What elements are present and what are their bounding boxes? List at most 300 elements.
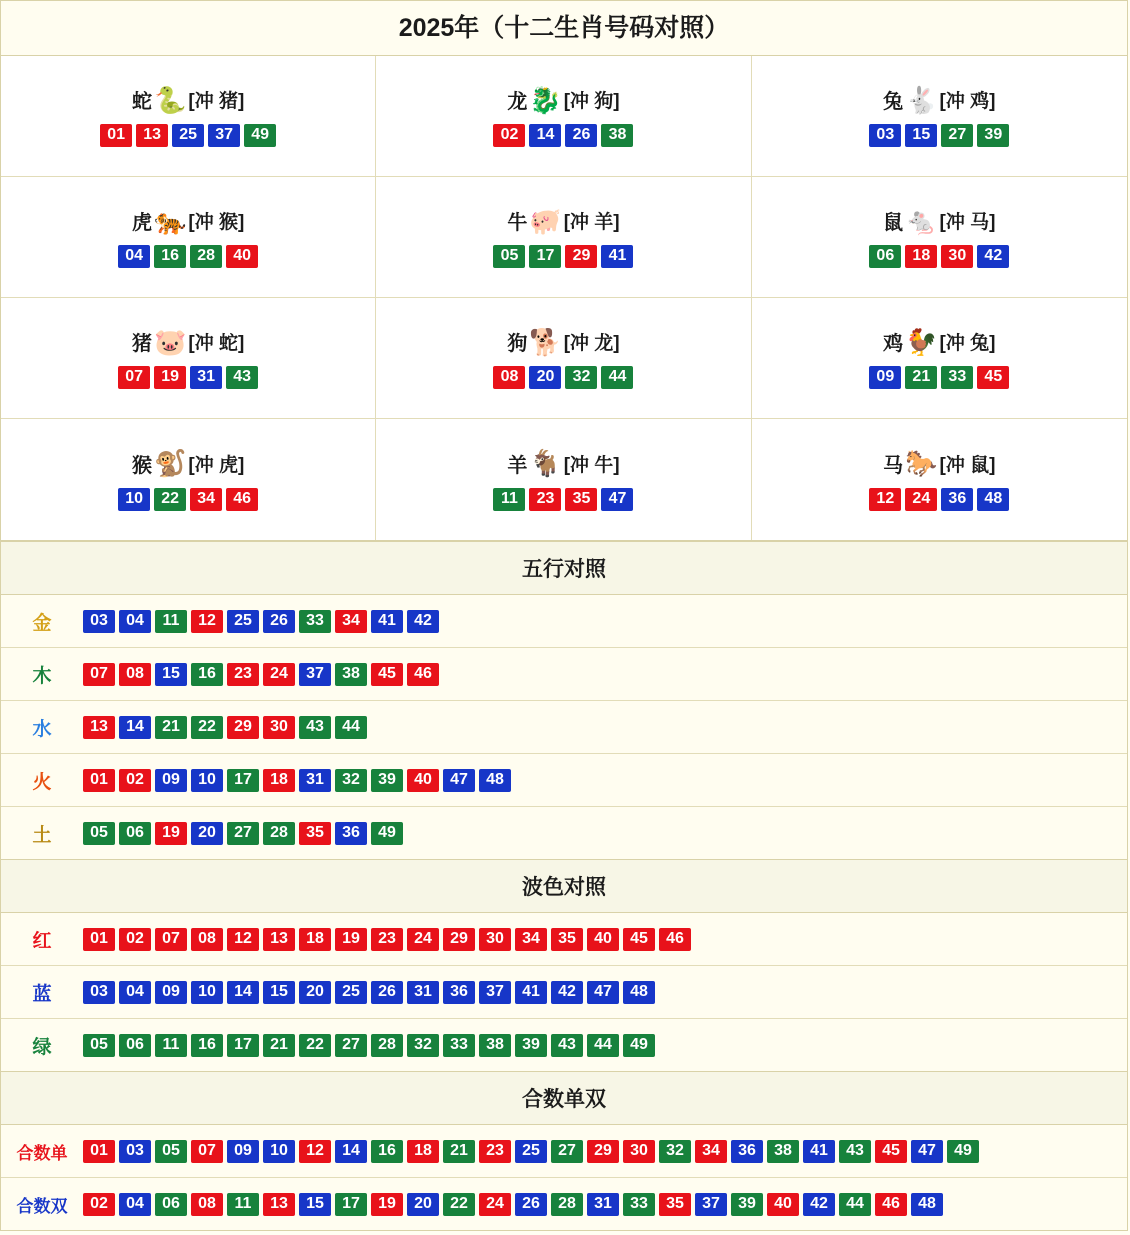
number-badge: 26: [565, 124, 597, 147]
number-badge: 19: [335, 928, 367, 951]
zodiac-name: 猪: [132, 333, 152, 355]
number-badge: 22: [299, 1034, 331, 1057]
number-badge: 39: [371, 769, 403, 792]
number-badge: 17: [227, 1034, 259, 1057]
number-badge: 46: [659, 928, 691, 951]
number-badge: 20: [299, 981, 331, 1004]
number-badge: 27: [551, 1140, 583, 1163]
number-badge: 18: [299, 928, 331, 951]
number-badge: 18: [263, 769, 295, 792]
number-badge: 03: [83, 610, 115, 633]
number-badge: 25: [172, 124, 204, 147]
heshu-row: [1, 1178, 1127, 1230]
number-badge: 03: [83, 981, 115, 1004]
wuxing-row-numbers: [83, 814, 1127, 853]
number-badge: 28: [551, 1193, 583, 1216]
number-badge: 04: [118, 245, 150, 268]
zodiac-header: [507, 206, 619, 235]
number-badge: 36: [443, 981, 475, 1004]
number-badge: 22: [191, 716, 223, 739]
zodiac-clash-label: [冲 龙]: [563, 333, 620, 354]
number-badge: 49: [947, 1140, 979, 1163]
zodiac-cell[interactable]: [1, 419, 376, 540]
number-badge: 12: [227, 928, 259, 951]
number-badge: 11: [155, 610, 187, 633]
number-badge: 06: [119, 1034, 151, 1057]
zodiac-animal-icon: 🐁: [905, 205, 938, 236]
zodiac-cell[interactable]: [752, 56, 1127, 177]
zodiac-name: 鼠: [883, 212, 904, 234]
number-badge: 38: [335, 663, 367, 686]
number-badge: 31: [299, 769, 331, 792]
number-badge: 29: [587, 1140, 619, 1163]
number-badge: 43: [226, 366, 258, 389]
bose-row-numbers: [83, 920, 1127, 959]
zodiac-clash-label: [冲 鼠]: [939, 454, 996, 476]
number-badge: 25: [335, 981, 367, 1004]
number-badge: 44: [839, 1193, 871, 1216]
wuxing-table: [1, 595, 1127, 859]
zodiac-header: [132, 327, 244, 356]
number-badge: 35: [299, 822, 331, 845]
number-badge: 40: [226, 245, 258, 268]
number-badge: 21: [443, 1140, 475, 1163]
bose-table: [1, 913, 1127, 1071]
number-badge: 14: [335, 1140, 367, 1163]
number-badge: 20: [529, 366, 561, 389]
number-badge: 32: [659, 1140, 691, 1163]
number-badge: 27: [335, 1034, 367, 1057]
number-badge: 26: [515, 1193, 547, 1216]
number-badge: 48: [911, 1193, 943, 1216]
number-badge: 46: [875, 1193, 907, 1216]
number-badge: 37: [479, 981, 511, 1004]
number-badge: 37: [208, 124, 240, 147]
number-badge: 15: [905, 124, 937, 147]
bose-row: [1, 1019, 1127, 1071]
number-badge: 09: [227, 1140, 259, 1163]
heshu-row-numbers: [83, 1132, 1127, 1171]
bose-row-numbers: [83, 1026, 1127, 1065]
number-badge: 44: [335, 716, 367, 739]
bose-row-label: 红: [32, 930, 52, 952]
number-badge: 33: [443, 1034, 475, 1057]
zodiac-clash-label: [冲 猪]: [188, 91, 245, 112]
number-badge: 05: [155, 1140, 187, 1163]
number-badge: 44: [601, 366, 633, 389]
number-badge: 31: [587, 1193, 619, 1216]
number-badge: 17: [227, 769, 259, 792]
zodiac-header: [132, 449, 244, 478]
wuxing-row-label: 水: [32, 718, 52, 740]
wuxing-row-label: 火: [32, 771, 52, 793]
number-badge: 15: [263, 981, 295, 1004]
zodiac-animal-icon: 🐓: [905, 326, 938, 357]
number-badge: 29: [227, 716, 259, 739]
heshu-table: [1, 1125, 1127, 1230]
number-badge: 28: [190, 245, 222, 268]
zodiac-numbers: [493, 124, 633, 147]
zodiac-name: 狗: [507, 333, 528, 355]
number-badge: 14: [119, 716, 151, 739]
zodiac-numbers: [869, 488, 1009, 511]
number-badge: 38: [601, 124, 633, 147]
number-badge: 31: [190, 366, 222, 389]
zodiac-grid: [1, 56, 1127, 541]
number-badge: 26: [263, 610, 295, 633]
wuxing-row: [1, 701, 1127, 754]
number-badge: 14: [529, 124, 561, 147]
zodiac-header: [132, 206, 244, 235]
number-badge: 49: [244, 124, 276, 147]
zodiac-name: 羊: [507, 454, 528, 477]
number-badge: 03: [869, 124, 901, 147]
number-badge: 36: [941, 488, 973, 511]
number-badge: 34: [515, 928, 547, 951]
number-badge: 23: [371, 928, 403, 951]
number-badge: 32: [407, 1034, 439, 1057]
number-badge: 30: [941, 245, 973, 268]
wuxing-row-numbers: [83, 655, 1127, 694]
number-badge: 24: [479, 1193, 511, 1216]
number-badge: 08: [191, 1193, 223, 1216]
number-badge: 19: [154, 366, 186, 389]
section-heading-bose: 波色对照: [1, 859, 1127, 913]
number-badge: 10: [263, 1140, 295, 1163]
bose-row: [1, 913, 1127, 966]
zodiac-cell[interactable]: [752, 419, 1127, 540]
number-badge: 32: [565, 366, 597, 389]
zodiac-animal-icon: 🐷: [154, 326, 187, 357]
heshu-row: [1, 1125, 1127, 1178]
number-badge: 36: [335, 822, 367, 845]
number-badge: 02: [119, 928, 151, 951]
wuxing-row-label: 土: [32, 824, 52, 846]
number-badge: 45: [977, 366, 1009, 389]
zodiac-numbers: [493, 488, 633, 511]
heshu-row-label: 合数单: [16, 1143, 68, 1163]
number-badge: 21: [263, 1034, 295, 1057]
number-badge: 13: [136, 124, 168, 147]
number-badge: 45: [875, 1140, 907, 1163]
number-badge: 33: [941, 366, 973, 389]
number-badge: 39: [515, 1034, 547, 1057]
number-badge: 05: [83, 822, 115, 845]
zodiac-header: [883, 327, 995, 356]
zodiac-header: [883, 206, 995, 235]
number-badge: 48: [479, 769, 511, 792]
number-badge: 12: [191, 610, 223, 633]
number-badge: 16: [191, 1034, 223, 1057]
number-badge: 07: [83, 663, 115, 686]
number-badge: 42: [407, 610, 439, 633]
number-badge: 01: [83, 1140, 115, 1163]
number-badge: 12: [869, 488, 901, 511]
number-badge: 43: [839, 1140, 871, 1163]
wuxing-row: [1, 595, 1127, 648]
zodiac-numbers: [869, 245, 1009, 268]
number-badge: 44: [587, 1034, 619, 1057]
number-badge: 29: [443, 928, 475, 951]
number-badge: 30: [263, 716, 295, 739]
heshu-row-numbers: [83, 1185, 1127, 1224]
number-badge: 34: [190, 488, 222, 511]
number-badge: 08: [493, 366, 525, 389]
number-badge: 20: [407, 1193, 439, 1216]
number-badge: 33: [623, 1193, 655, 1216]
number-badge: 02: [493, 124, 525, 147]
number-badge: 17: [529, 245, 561, 268]
number-badge: 47: [911, 1140, 943, 1163]
wuxing-row-label: 金: [32, 612, 52, 634]
zodiac-numbers: [100, 124, 276, 147]
zodiac-animal-icon: 🐎: [905, 448, 938, 478]
number-badge: 39: [731, 1193, 763, 1216]
bose-row-label: 蓝: [32, 983, 52, 1005]
number-badge: 01: [100, 124, 132, 147]
number-badge: 39: [977, 124, 1009, 147]
number-badge: 04: [119, 1193, 151, 1216]
number-badge: 24: [905, 488, 937, 511]
zodiac-cell[interactable]: [376, 298, 751, 419]
zodiac-cell[interactable]: [752, 298, 1127, 419]
zodiac-cell[interactable]: [376, 419, 751, 540]
number-badge: 19: [371, 1193, 403, 1216]
zodiac-numbers: [869, 366, 1009, 389]
number-badge: 41: [515, 981, 547, 1004]
number-badge: 45: [623, 928, 655, 951]
number-badge: 21: [155, 716, 187, 739]
number-badge: 07: [155, 928, 187, 951]
number-badge: 31: [407, 981, 439, 1004]
zodiac-name: 龙: [507, 91, 528, 113]
number-badge: 09: [155, 769, 187, 792]
number-badge: 22: [154, 488, 186, 511]
number-badge: 47: [601, 488, 633, 511]
zodiac-name: 兔: [883, 91, 904, 113]
number-badge: 13: [263, 1193, 295, 1216]
zodiac-animal-icon: 🐍: [154, 84, 187, 115]
zodiac-name: 猴: [132, 454, 152, 477]
number-badge: 27: [941, 124, 973, 147]
number-badge: 06: [119, 822, 151, 845]
zodiac-header: [883, 449, 995, 478]
number-badge: 14: [227, 981, 259, 1004]
zodiac-clash-label: [冲 虎]: [188, 454, 245, 476]
number-badge: 22: [443, 1193, 475, 1216]
page-title: 2025年（十二生肖号码对照）: [1, 1, 1127, 56]
number-badge: 24: [263, 663, 295, 686]
zodiac-clash-label: [冲 狗]: [563, 91, 620, 112]
zodiac-cell[interactable]: [1, 177, 376, 298]
number-badge: 11: [493, 488, 525, 511]
number-badge: 06: [155, 1193, 187, 1216]
zodiac-numbers: [869, 124, 1009, 147]
zodiac-clash-label: [冲 兔]: [939, 333, 996, 354]
zodiac-numbers: [118, 245, 258, 268]
number-badge: 49: [623, 1034, 655, 1057]
number-badge: 23: [227, 663, 259, 686]
number-badge: 06: [869, 245, 901, 268]
number-badge: 11: [155, 1034, 187, 1057]
zodiac-cell[interactable]: [1, 56, 376, 177]
number-badge: 48: [623, 981, 655, 1004]
wuxing-row-label: 木: [32, 665, 52, 687]
number-badge: 33: [299, 610, 331, 633]
number-badge: 37: [299, 663, 331, 686]
number-badge: 27: [227, 822, 259, 845]
zodiac-clash-label: [冲 猴]: [188, 212, 245, 233]
zodiac-clash-label: [冲 鸡]: [939, 91, 996, 112]
number-badge: 30: [623, 1140, 655, 1163]
number-badge: 07: [118, 366, 150, 389]
number-badge: 34: [335, 610, 367, 633]
number-badge: 49: [371, 822, 403, 845]
zodiac-header: [507, 327, 619, 356]
number-badge: 43: [551, 1034, 583, 1057]
section-heading-heshu: 合数单双: [1, 1071, 1127, 1125]
number-badge: 10: [191, 769, 223, 792]
zodiac-clash-label: [冲 牛]: [563, 454, 620, 476]
number-badge: 02: [83, 1193, 115, 1216]
number-badge: 21: [905, 366, 937, 389]
number-badge: 37: [695, 1193, 727, 1216]
number-badge: 17: [335, 1193, 367, 1216]
number-badge: 46: [407, 663, 439, 686]
number-badge: 43: [299, 716, 331, 739]
number-badge: 11: [227, 1193, 259, 1216]
zodiac-animal-icon: 🐇: [905, 84, 938, 115]
number-badge: 34: [695, 1140, 727, 1163]
number-badge: 42: [803, 1193, 835, 1216]
number-badge: 48: [977, 488, 1009, 511]
number-badge: 10: [118, 488, 150, 511]
wuxing-row: [1, 648, 1127, 701]
number-badge: 10: [191, 981, 223, 1004]
number-badge: 28: [371, 1034, 403, 1057]
zodiac-cell[interactable]: [376, 177, 751, 298]
number-badge: 08: [119, 663, 151, 686]
number-badge: 15: [299, 1193, 331, 1216]
number-badge: 35: [565, 488, 597, 511]
wuxing-row-numbers: [83, 761, 1127, 800]
number-badge: 32: [335, 769, 367, 792]
zodiac-animal-icon: 🐉: [529, 84, 562, 115]
number-badge: 46: [226, 488, 258, 511]
number-badge: 23: [479, 1140, 511, 1163]
zodiac-name: 鸡: [883, 333, 904, 355]
number-badge: 36: [731, 1140, 763, 1163]
zodiac-numbers: [493, 366, 633, 389]
number-badge: 16: [154, 245, 186, 268]
number-badge: 40: [407, 769, 439, 792]
number-badge: 09: [155, 981, 187, 1004]
zodiac-animal-icon: 🐒: [154, 448, 187, 478]
heshu-row-label: 合数双: [16, 1196, 68, 1216]
number-badge: 09: [869, 366, 901, 389]
zodiac-header: [507, 449, 619, 478]
section-heading-wuxing: 五行对照: [1, 541, 1127, 595]
number-badge: 42: [551, 981, 583, 1004]
number-badge: 42: [977, 245, 1009, 268]
wuxing-row: [1, 807, 1127, 859]
number-badge: 30: [479, 928, 511, 951]
number-badge: 15: [155, 663, 187, 686]
number-badge: 20: [191, 822, 223, 845]
number-badge: 16: [371, 1140, 403, 1163]
wuxing-row-numbers: [83, 602, 1127, 641]
number-badge: 45: [371, 663, 403, 686]
zodiac-clash-label: [冲 马]: [939, 212, 996, 233]
number-badge: 41: [371, 610, 403, 633]
zodiac-numbers: [118, 488, 258, 511]
number-badge: 18: [905, 245, 937, 268]
number-badge: 13: [263, 928, 295, 951]
zodiac-clash-label: [冲 羊]: [563, 212, 620, 233]
wuxing-row-numbers: [83, 708, 1127, 747]
number-badge: 12: [299, 1140, 331, 1163]
zodiac-name: 蛇: [132, 91, 152, 113]
number-badge: 41: [601, 245, 633, 268]
zodiac-animal-icon: 🐕: [529, 326, 562, 357]
zodiac-name: 马: [883, 454, 904, 477]
zodiac-cell[interactable]: [1, 298, 376, 419]
number-badge: 13: [83, 716, 115, 739]
zodiac-animal-icon: 🐖: [529, 205, 562, 236]
number-badge: 40: [587, 928, 619, 951]
number-badge: 26: [371, 981, 403, 1004]
bose-row: [1, 966, 1127, 1019]
number-badge: 41: [803, 1140, 835, 1163]
number-badge: 01: [83, 769, 115, 792]
zodiac-animal-icon: 🐐: [529, 448, 562, 478]
number-badge: 25: [227, 610, 259, 633]
number-badge: 35: [659, 1193, 691, 1216]
number-badge: 24: [407, 928, 439, 951]
zodiac-cell[interactable]: [376, 56, 751, 177]
zodiac-clash-label: [冲 蛇]: [188, 333, 245, 354]
number-badge: 03: [119, 1140, 151, 1163]
bose-row-label: 绿: [32, 1036, 52, 1058]
bose-row-numbers: [83, 973, 1127, 1012]
number-badge: 08: [191, 928, 223, 951]
number-badge: 23: [529, 488, 561, 511]
number-badge: 05: [493, 245, 525, 268]
number-badge: 04: [119, 610, 151, 633]
number-badge: 18: [407, 1140, 439, 1163]
number-badge: 07: [191, 1140, 223, 1163]
zodiac-header: [132, 85, 244, 114]
zodiac-numbers: [118, 366, 258, 389]
number-badge: 35: [551, 928, 583, 951]
zodiac-name: 虎: [132, 212, 152, 234]
number-badge: 19: [155, 822, 187, 845]
zodiac-header: [507, 85, 619, 114]
number-badge: 01: [83, 928, 115, 951]
number-badge: 28: [263, 822, 295, 845]
number-badge: 40: [767, 1193, 799, 1216]
zodiac-animal-icon: 🐅: [154, 205, 187, 236]
number-badge: 05: [83, 1034, 115, 1057]
wuxing-row: [1, 754, 1127, 807]
zodiac-cell[interactable]: [752, 177, 1127, 298]
number-badge: 47: [587, 981, 619, 1004]
zodiac-numbers: [493, 245, 633, 268]
number-badge: 38: [767, 1140, 799, 1163]
number-badge: 25: [515, 1140, 547, 1163]
number-badge: 02: [119, 769, 151, 792]
number-badge: 16: [191, 663, 223, 686]
